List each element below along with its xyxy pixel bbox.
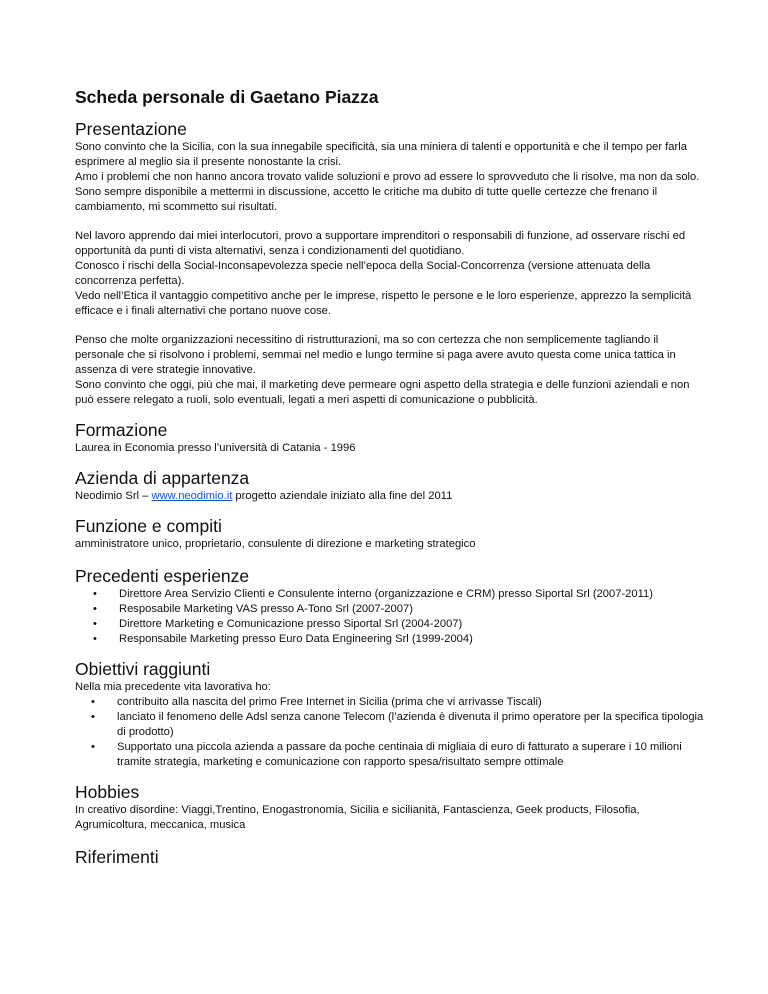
heading-riferimenti: Riferimenti (75, 847, 159, 867)
presentazione-line: Conosco i rischi della Social-Inconsapevolezza specie nell’epoca della Social-Concorrenza (versione attenuata della concorrenza perfetta). (75, 260, 651, 287)
presentazione-paragraph-1 (75, 140, 705, 215)
presentazione-line: Nel lavoro apprendo dai miei interlocutori, provo a supportare imprenditori o responsabili di funzione, ad osservare rischi ed opportunità da punti di vista alternativi, senza i condizionamenti del quotidiano. (75, 230, 686, 257)
section-obiettivi (75, 659, 705, 770)
presentazione-line: Penso che molte organizzazioni necessitino di ristrutturazioni, ma so con certezza che non semplicemente tagliando il personale che si risolvono i problemi, semmai nel medio e lungo termine si paga avere avuto questa come unica tattica in assenza di vere strategie innovative. (75, 334, 676, 376)
section-hobbies (75, 782, 705, 833)
azienda-suffix: progetto aziendale iniziato alla fine del 2011 (232, 490, 453, 502)
section-formazione (75, 420, 705, 456)
section-presentazione (75, 119, 705, 408)
esperienze-list (75, 587, 705, 647)
presentazione-paragraph-3 (75, 333, 705, 408)
section-riferimenti (75, 847, 705, 868)
esperienza-item: • Direttore Area Servizio Clienti e Consulente interno (organizzazione e CRM) presso Siportal Srl (2007-2011) (119, 587, 705, 602)
obiettivo-item: • lanciato il fenomeno delle Adsl senza canone Telecom (l’azienda è divenuta il primo operatore per la specifica tipologia di prodotto) (117, 710, 705, 740)
neodimio-link[interactable]: www.neodimio.it (151, 490, 233, 502)
obiettivo-item: • Supportato una piccola azienda a passare da poche centinaia di migliaia di euro di fatturato a superare i 10 milioni tramite strategia, marketing e comunicazione con rapporto spesa/risultato sempre ottimale (117, 740, 705, 770)
esperienza-item: • Responsabile Marketing presso Euro Data Engineering Srl (1999-2004) (119, 632, 705, 647)
heading-obiettivi: Obiettivi raggiunti (75, 659, 211, 679)
heading-funzione: Funzione e compiti (75, 516, 222, 536)
presentazione-line: Amo i problemi che non hanno ancora trovato valide soluzioni e provo ad essere lo sprovveduto che li risolve, ma non da solo. (75, 171, 700, 183)
section-azienda (75, 468, 705, 504)
heading-formazione: Formazione (75, 420, 168, 440)
presentazione-paragraph-2 (75, 229, 705, 319)
section-esperienze (75, 566, 705, 647)
presentazione-line: Sono convinto che la Sicilia, con la sua innegabile specificità, sia una miniera di talenti e opportunità e che il tempo per farla esprimere al meglio sia il presente nonostante la crisi. (75, 141, 687, 168)
presentazione-line: Sono sempre disponibile a mettermi in discussione, accetto le critiche ma dubito di tutte quelle certezze che frenano il cambiamento, mi scommetto sui risultati. (75, 186, 658, 213)
heading-esperienze: Precedenti esperienze (75, 566, 250, 586)
obiettivi-intro: Nella mia precedente vita lavorativa ho: (75, 681, 271, 693)
document-page (75, 86, 705, 880)
heading-azienda: Azienda di appartenza (75, 468, 250, 488)
heading-hobbies: Hobbies (75, 782, 140, 802)
presentazione-line: Sono convinto che oggi, più che mai, il marketing deve permeare ogni aspetto della strategia e delle funzioni aziendali e non può essere relegato a ruoli, solo eventuali, legati a meri aspetti di comunicazione o pubblicità. (75, 379, 690, 406)
obiettivi-list (75, 695, 705, 770)
section-funzione (75, 516, 705, 552)
obiettivo-item: • contribuito alla nascita del primo Free Internet in Sicilia (prima che vi arrivasse Tiscali) (117, 695, 705, 710)
azienda-prefix: Neodimio Srl – (75, 490, 152, 502)
document-title: Scheda personale di Gaetano Piazza (75, 87, 379, 107)
hobbies-text: In creativo disordine: Viaggi,Trentino, Enogastronomia, Sicilia e sicilianità, Fantascienza, Geek products, Filosofia, Agrumicoltura, meccanica, musica (75, 804, 640, 831)
heading-presentazione: Presentazione (75, 119, 187, 139)
azienda-text (75, 489, 705, 504)
formazione-text: Laurea in Economia presso l’università di Catania - 1996 (75, 442, 356, 454)
esperienza-item: • Direttore Marketing e Comunicazione presso Siportal Srl (2004-2007) (119, 617, 705, 632)
esperienza-item: • Resposabile Marketing VAS presso A-Tono Srl (2007-2007) (119, 602, 705, 617)
presentazione-line: Vedo nell’Etica il vantaggio competitivo anche per le imprese, rispetto le persone e le loro esperienze, apprezzo la semplicità efficace e i finali alternativi che portano nuove cose. (75, 290, 692, 317)
funzione-text: amministratore unico, proprietario, consulente di direzione e marketing strategico (75, 538, 476, 550)
